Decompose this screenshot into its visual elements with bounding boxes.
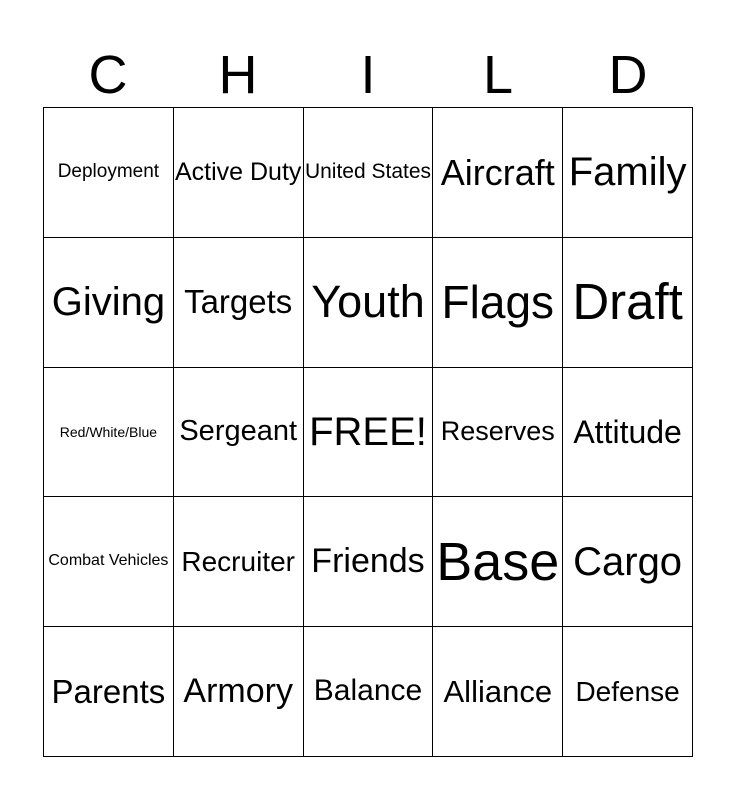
cell-text: Red/White/Blue — [59, 423, 158, 440]
cell-text: Aircraft — [440, 151, 555, 193]
bingo-cell — [563, 627, 693, 757]
bingo-cell — [44, 627, 174, 757]
bingo-cell — [433, 368, 563, 498]
cell-text: Sergeant — [179, 415, 298, 448]
cell-text: Active Duty — [174, 158, 302, 187]
header-letter-l: L — [482, 45, 514, 105]
bingo-cell — [304, 627, 434, 757]
bingo-cell — [304, 108, 434, 238]
cell-text: Armory — [183, 672, 293, 711]
cell-text: Deployment — [57, 161, 160, 183]
cell-text: United States — [304, 160, 432, 184]
bingo-cell free-space — [304, 368, 434, 498]
header-letter-c: C — [88, 45, 128, 105]
bingo-board — [43, 107, 693, 757]
bingo-cell — [44, 368, 174, 498]
cell-text: Giving — [51, 280, 166, 325]
bingo-cell — [304, 497, 434, 627]
cell-text: Base — [436, 531, 560, 592]
bingo-cell — [174, 368, 304, 498]
cell-text: Combat Vehicles — [48, 552, 169, 570]
cell-text: Cargo — [573, 539, 683, 584]
free-space-text: FREE! — [309, 409, 427, 454]
bingo-cell — [433, 238, 563, 368]
bingo-cell — [563, 108, 693, 238]
bingo-cell — [433, 108, 563, 238]
bingo-header — [43, 44, 693, 106]
cell-text: Flags — [441, 275, 555, 328]
cell-text: Balance — [313, 674, 423, 708]
cell-text: Youth — [311, 276, 425, 328]
header-letter-h: H — [218, 45, 258, 105]
cell-text: Reserves — [440, 416, 555, 447]
bingo-cell — [433, 497, 563, 627]
bingo-cell — [174, 238, 304, 368]
header-letter-i: I — [360, 45, 376, 105]
cell-text: Family — [568, 150, 687, 195]
bingo-cell — [304, 238, 434, 368]
bingo-cell — [174, 627, 304, 757]
bingo-cell — [433, 627, 563, 757]
bingo-cell — [174, 108, 304, 238]
cell-text: Attitude — [573, 413, 682, 450]
bingo-cell — [174, 497, 304, 627]
cell-text: Draft — [572, 272, 683, 330]
bingo-cell — [563, 238, 693, 368]
header-letter-d: D — [608, 45, 648, 105]
bingo-cell — [44, 108, 174, 238]
cell-text: Recruiter — [181, 545, 295, 577]
cell-text: Targets — [184, 283, 293, 321]
bingo-cell — [563, 368, 693, 498]
cell-text: Friends — [311, 542, 425, 581]
cell-text: Defense — [575, 675, 680, 707]
cell-text: Parents — [51, 672, 166, 710]
bingo-cell — [44, 497, 174, 627]
bingo-cell — [44, 238, 174, 368]
cell-text: Alliance — [443, 673, 553, 709]
bingo-cell — [563, 497, 693, 627]
